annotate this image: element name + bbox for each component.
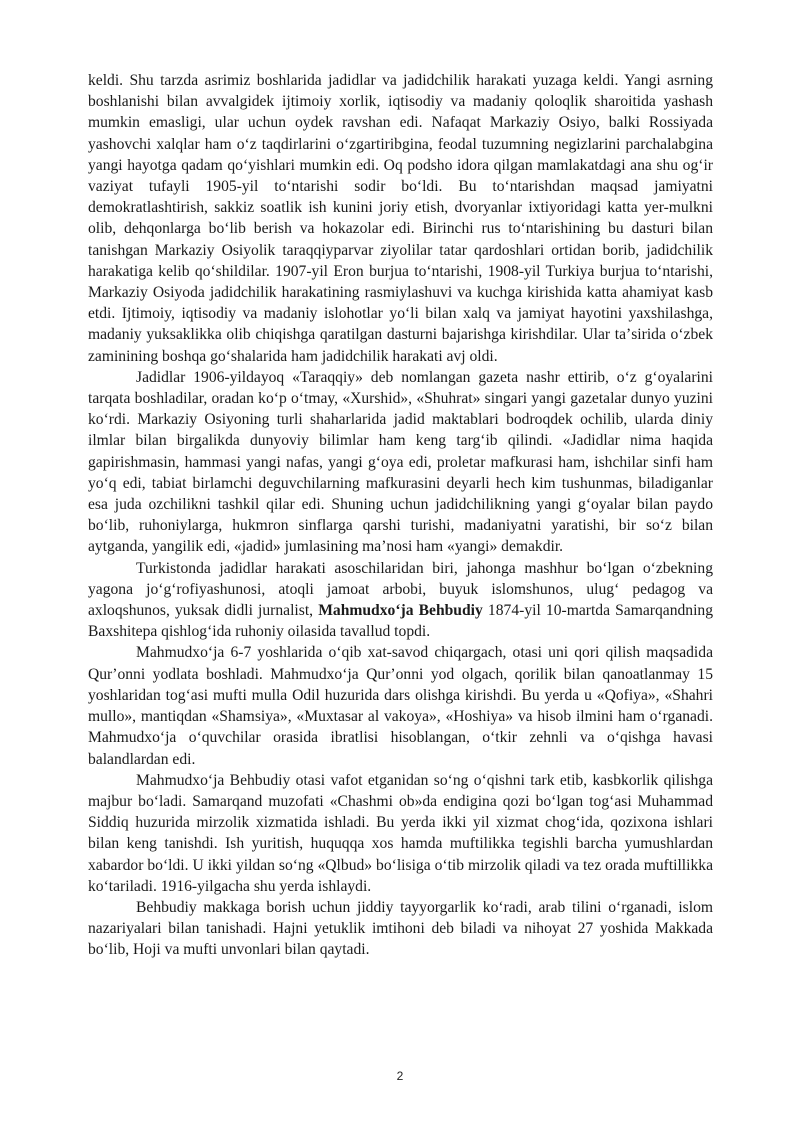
paragraph-jadidchilik-origins: keldi. Shu tarzda asrimiz boshlarida jadidlar va jadidchilik harakati yuzaga keldi. Yangi asrning boshlanishi bilan avvalgidek ijtimoiy xorlik, iqtisodiy va madaniy qoloqlik sharoitida yashash mumkin emasligi, ular uchun oydek ravshan edi. Nafaqat Markaziy Osiyo, balki Rossiyada yashovchi xalqlar ham oʻz taqdirlarini oʻzgartiribgina, feodal tuzumning negizlarini parchalabgina yangi hayotga qadam qoʻyishlari mumkin edi. Oq podsho idora qilgan mamlakatdagi ana shu ogʻir vaziyat tufayli 1905-yil toʻntarishi sodir boʻldi. Bu toʻntarishdan maqsad jamiyatni demokratlashtirish, sakkiz soatlik ish kunini joriy etish, dvoryanlar ixtiyoridagi katta yer-mulkni olib, dehqonlarga boʻlib berish va hokazolar edi. Birinchi rus toʻntarishining bu dasturi bilan tanishgan Markaziy Osiyolik taraqqiyparvar ziyolilar tatar qardoshlari ortidan borib, jadidchilik harakatiga kelib qoʻshildilar. 1907-yil Eron burjua toʻntarishi, 1908-yil Turkiya burjua toʻntarishi, Markaziy Osiyoda jadidchilik harakatining rasmiylashuvi va kuchga kirishida katta ahamiyat kasb etdi. Ijtimoiy, iqtisodiy va madaniy islohotlar yoʻli bilan xalq va jamiyat hayotini yaxshilashga, madaniy yuksaklikka olib chiqishga qaratilgan dasturni bajarishga kirishdilar. Ular taʼsirida oʻzbek zaminining boshqa goʻshalarida ham jadidchilik harakati avj oldi. xyxy=(88,72,713,365)
paragraph-behbudiy-hajj: Behbudiy makkaga borish uchun jiddiy tayyorgarlik koʻradi, arab tilini oʻrganadi, islom nazariyalari bilan tanishadi. Hajni yetuklik imtihoni deb biladi va nihoyat 27 yoshida Makkada boʻlib, Hoji va mufti unvonlari bilan qaytadi. xyxy=(88,898,713,959)
paragraph-behbudiy-career: Mahmudxoʻja Behbudiy otasi vafot etganidan soʻng oʻqishni tark etib, kasbkorlik qilishga majbur boʻladi. Samarqand muzofati «Chashmi ob»da endigina qozi boʻlgan togʻasi Muhammad Siddiq huzurida mirzolik xizmatida ishladi. Bu yerda ikki yil xizmat chogʻida, qozixona ishlari bilan keng tanishdi. Ish yuritish, huquqqa xos hamda muftilikka tegishli barcha yumushlardan xabardor boʻldi. U ikki yildan soʻng «Qlbud» boʻlisiga oʻtib mirzolik qiladi va tez orada muftillikka koʻtariladi. 1916-yilgacha shu yerda ishlaydi. xyxy=(88,771,713,895)
paragraph-text-before-name: Turkistonda jadidlar harakati asoschilaridan biri, jahonga mashhur boʻlgan oʻzbekning yagona joʻgʻrofiyashunosi, atoqli jamoat arbobi, buyuk islomshunos, ulugʻ pedagog va axloqshunos, yuksak didli jurnalist, xyxy=(88,559,713,620)
behbudiy-name-bold: Mahmudxoʻja Behbudiy xyxy=(318,602,483,620)
document-page xyxy=(88,70,713,961)
page-number: 2 xyxy=(396,1069,404,1083)
paragraph-behbudiy-education: Mahmudxoʻja 6-7 yoshlarida oʻqib xat-savod chiqargach, otasi uni qori qilish maqsadida Qurʼonni yodlata boshladi. Mahmudxoʻja Qurʼonni yod olgach, qorilik bilan qanoatlanmay 15 yoshlaridan togʻasi mufti mulla Odil huzurida dars olishga kirishdi. Bu yerda u «Qofiya», «Shahri mullo», mantiqdan «Shamsiya», «Muxtasar al vakoya», «Hoshiya» va hisob ilmini ham oʻrganadi. Mahmudxoʻja oʻquvchilar orasida ibratlisi hisoblangan, oʻtkir zehnli va oʻqishga havasi balandlardan edi. xyxy=(88,644,713,768)
paragraph-behbudiy-introduction xyxy=(88,558,713,643)
paragraph-text-after-name: 1874-yil 10-martda Samarqandning Baxshitepa qishlogʻida ruhoniy oilasida tavallud topdi. xyxy=(88,602,714,641)
paragraph-newspapers-and-schools: Jadidlar 1906-yildayoq «Taraqqiy» deb nomlangan gazeta nashr ettirib, oʻz gʻoyalarini tarqata boshladilar, oradan koʻp oʻtmay, «Xurshid», «Shuhrat» singari yangi gazetalar dunyo yuzini koʻrdi. Markaziy Osiyoning turli shaharlarida jadid maktablari bodroqdek ochilib, ularda diniy ilmlar bilan birgalikda dunyoviy bilimlar ham keng targʻib qilindi. «Jadidlar nima haqida gapirishmasin, hammasi yangi nafas, yangi gʻoya edi, proletar mafkurasi ham, ishchilar sinfi ham yoʻq edi, tabiat birlamchi deguvchilarning mafkurasini deyarli hech kim tushunmas, biladiganlar esa juda ozchilikni tashkil qilar edi. Shuning uchun jadidchilikning yangi gʻoyalar bilan paydo boʻlib, ruhoniylarga, hukmron sinflarga qarshi turishi, madaniyatni yaratishi, bir soʻz bilan aytganda, yangilik edi, «jadid» jumlasining maʼnosi ham «yangi» demakdir. xyxy=(88,368,713,556)
